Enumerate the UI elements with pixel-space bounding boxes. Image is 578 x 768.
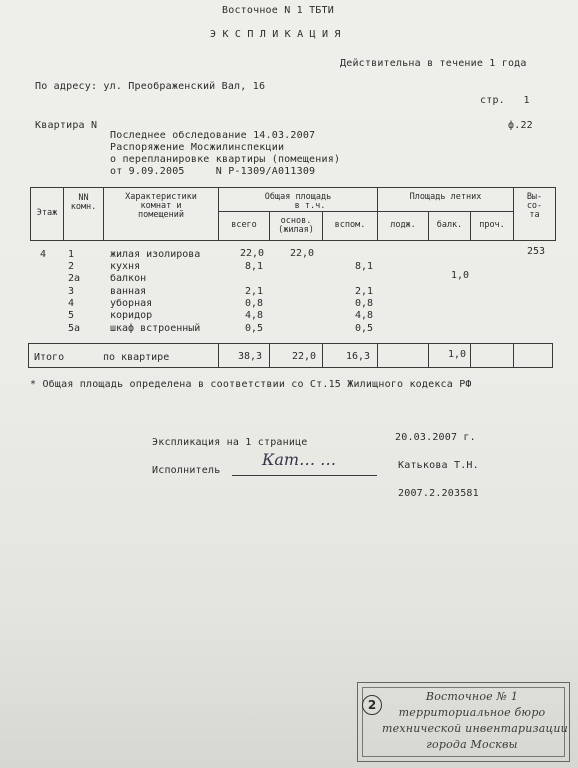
row-name: коридор <box>110 310 153 321</box>
row-nn: 5а <box>68 323 81 334</box>
col-summer: Площадь летних <box>409 192 482 202</box>
row-main: 22,0 <box>290 248 315 259</box>
row-nn: 3 <box>68 286 75 297</box>
address-line: По адресу: ул. Преображенский Вал, 16 <box>35 81 266 92</box>
col-characteristics: Характеристики комнат и помещений <box>125 192 197 220</box>
total-aux: 16,3 <box>346 351 371 362</box>
apartment-label: Квартира N <box>35 120 98 131</box>
col-main: основ. (жилая) <box>278 216 314 235</box>
col-other: проч. <box>479 220 505 230</box>
date-line: 20.03.2007 г. <box>395 432 476 443</box>
form-number: ф.22 <box>508 120 533 131</box>
signature: Кат… … <box>262 450 337 469</box>
row-all: 0,8 <box>245 298 264 309</box>
row-all: 4,8 <box>245 310 264 321</box>
col-all: всего <box>231 220 257 230</box>
order-line-2: о перепланировке квартиры (помещения) <box>110 154 341 165</box>
document-number: 2007.2.203581 <box>398 488 479 499</box>
document-title: Э К С П Л И К А Ц И Я <box>210 29 341 40</box>
row-name: кухня <box>110 261 141 272</box>
office-stamp <box>357 682 570 762</box>
stamp-line-4: города Москвы <box>426 738 518 751</box>
row-aux: 2,1 <box>355 286 374 297</box>
total-what: по квартире <box>103 352 170 363</box>
row-all: 22,0 <box>240 248 265 259</box>
col-total-area: Общая площадь <box>264 192 332 202</box>
total-all: 38,3 <box>238 351 263 362</box>
total-label: Итого <box>34 352 65 363</box>
stamp-number: 2 <box>362 695 382 715</box>
page-number: стр. 1 <box>480 95 530 106</box>
col-floor: Этаж <box>36 208 58 218</box>
stamp-line-3: технической инвентаризации <box>382 722 568 735</box>
executor-label: Исполнитель <box>152 465 221 476</box>
footnote: * Общая площадь определена в соответствии со Ст.15 Жилищного кодекса РФ <box>30 379 472 390</box>
row-aux: 4,8 <box>355 310 374 321</box>
row-all: 0,5 <box>245 323 264 334</box>
row-nn: 5 <box>68 310 75 321</box>
row-name: ванная <box>110 286 147 297</box>
col-balcony: балк. <box>436 220 463 230</box>
row-aux: 0,5 <box>355 323 374 334</box>
height-value: 253 <box>527 246 546 257</box>
row-nn: 4 <box>68 298 75 309</box>
order-line-3: от 9.09.2005 N Р-1309/А011309 <box>110 166 316 177</box>
col-nn: NN комн. <box>70 193 97 212</box>
col-height: Вы- со- та <box>526 192 543 220</box>
stamp-line-1: Восточное № 1 <box>425 690 519 703</box>
row-all: 2,1 <box>245 286 264 297</box>
col-aux: вспом. <box>334 220 366 230</box>
office-name: Восточное N 1 ТБТИ <box>222 5 334 16</box>
total-balcony: 1,0 <box>448 349 467 360</box>
row-balcony: 1,0 <box>451 270 470 281</box>
col-loggia: лодж. <box>390 220 416 230</box>
row-aux: 8,1 <box>355 261 374 272</box>
col-including: в т.ч. <box>294 201 326 211</box>
order-line-1: Распоряжение Мосжилинспекции <box>110 142 285 153</box>
row-nn: 2а <box>68 273 81 284</box>
row-name: балкон <box>110 273 147 284</box>
pages-line: Экспликация на 1 странице <box>152 437 308 448</box>
validity-note: Действительна в течение 1 года <box>340 58 527 69</box>
row-nn: 2 <box>68 261 75 272</box>
row-name: уборная <box>110 298 153 309</box>
row-all: 8,1 <box>245 261 264 272</box>
row-aux: 0,8 <box>355 298 374 309</box>
total-main: 22,0 <box>292 351 317 362</box>
floor-value: 4 <box>40 249 47 260</box>
row-name: шкаф встроенный <box>110 323 201 334</box>
survey-line: Последнее обследование 14.03.2007 <box>110 130 316 141</box>
stamp-line-2: территориальное бюро <box>398 706 546 719</box>
row-name: жилая изолирова <box>110 249 201 260</box>
signature-line <box>232 475 377 476</box>
executor-name: Катькова Т.Н. <box>398 460 479 471</box>
row-nn: 1 <box>68 249 75 260</box>
